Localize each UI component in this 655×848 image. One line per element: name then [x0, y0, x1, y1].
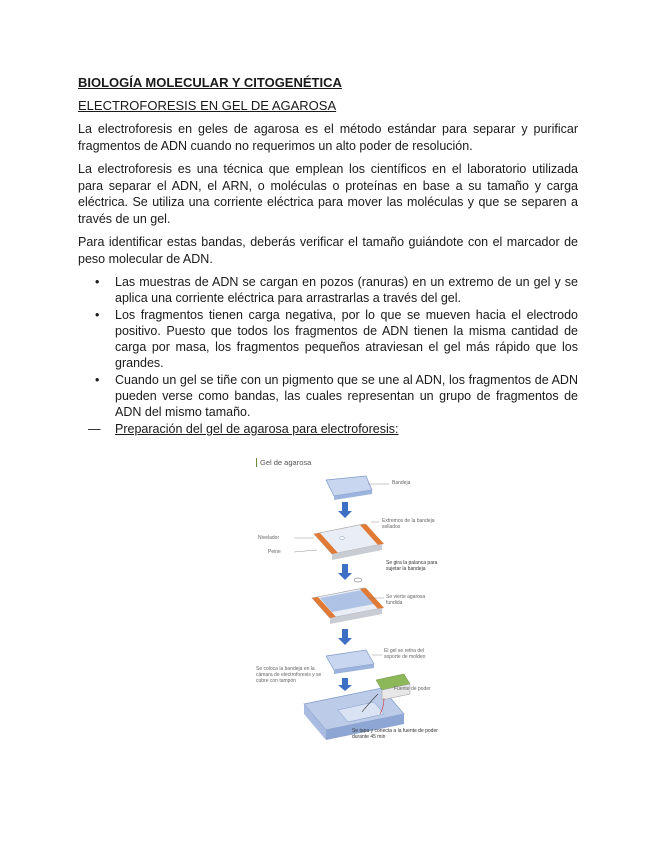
- label-nivelador: Nivelador: [258, 535, 280, 541]
- doc-subtitle: ELECTROFORESIS EN GEL DE AGAROSA: [78, 98, 337, 113]
- paragraph-2: La electroforesis es una técnica que emplean los científicos en el laboratorio utilizada para separar el ADN, el ARN, o moléculas o proteínas en base a su tamaño y carga eléctrica. Se utiliza una corriente eléctrica para mover las moléculas y que se separen a través de un gel.: [78, 162, 578, 226]
- bullet-icon: •: [95, 373, 100, 387]
- dash-icon: —: [88, 422, 101, 436]
- arrow-down-icon: [342, 502, 348, 512]
- arrow-down-icon: [342, 678, 348, 686]
- arrow-down-icon: [342, 629, 348, 639]
- label-palanca: Se gira la palanca para sujetar la bandeja: [386, 560, 438, 572]
- list-item: • Los fragmentos tienen carga negativa, por lo que se mueven hacia el electrodo positivo. Puesto que todos los fragmentos de ADN tienen la misma cantidad de carga por masa, los fragmentos pequeños atraviesan el gel más rápido que los grandes.: [95, 308, 578, 370]
- arrow-down-icon: [338, 685, 352, 691]
- list-item: • Cuando un gel se tiñe con un pigmento que se une al ADN, los fragmentos de ADN pueden verse como bandas, las cuales representan un grupo de fragmentos de ADN del mismo tamaño.: [95, 373, 578, 419]
- list-item: • Las muestras de ADN se cargan en pozos (ranuras) en un extremo de un gel y se aplica una corriente eléctrica para arrastrarlas a través del gel.: [95, 275, 578, 305]
- bullet-icon: •: [95, 275, 100, 289]
- figure-title: Gel de agarosa: [256, 458, 311, 467]
- pouring-step-3: [312, 578, 384, 624]
- label-conecta: Se tapa y conecta a la fuente de poder durante 45 min: [352, 728, 438, 740]
- arrow-down-icon: [338, 638, 352, 645]
- bullet-icon: •: [95, 308, 100, 322]
- section-heading: Preparación del gel de agarosa para electroforesis:: [115, 422, 399, 436]
- arrow-down-icon: [342, 564, 348, 574]
- label-extremos: Extremos de la bandeja sellados: [382, 518, 435, 530]
- tray-step-1: [326, 476, 389, 500]
- arrow-down-icon: [338, 511, 352, 518]
- bullet-list: [78, 274, 578, 420]
- gel-step-4: [326, 650, 382, 674]
- casting-step-2: [294, 522, 384, 560]
- label-bandeja: Bandeja: [392, 480, 411, 486]
- paragraph-1: La electroforesis en geles de agarosa es el método estándar para separar y purificar fragmentos de ADN cuando no requerimos un alto poder de resolución.: [78, 122, 578, 153]
- document-body: [78, 74, 578, 437]
- label-fuente: Fuente de poder: [394, 686, 431, 692]
- doc-title: BIOLOGÍA MOLECULAR Y CITOGENÉTICA: [78, 75, 342, 90]
- dash-item: [78, 421, 578, 437]
- gel-preparation-figure: [254, 452, 444, 752]
- label-agarosa: Se vierte agarosa fundida: [386, 594, 426, 606]
- label-peine: Peine: [268, 549, 281, 555]
- label-bandeja-camara: Se coloca la bandeja en la cámara de electroforesis y se cubre con tampón: [256, 666, 322, 684]
- arrow-down-icon: [338, 573, 352, 580]
- label-gel: El gel se retira del soporte de moldeo: [384, 648, 426, 660]
- paragraph-3: Para identificar estas bandas, deberás verificar el tamaño guiándote con el marcador de peso molecular de ADN.: [78, 235, 578, 266]
